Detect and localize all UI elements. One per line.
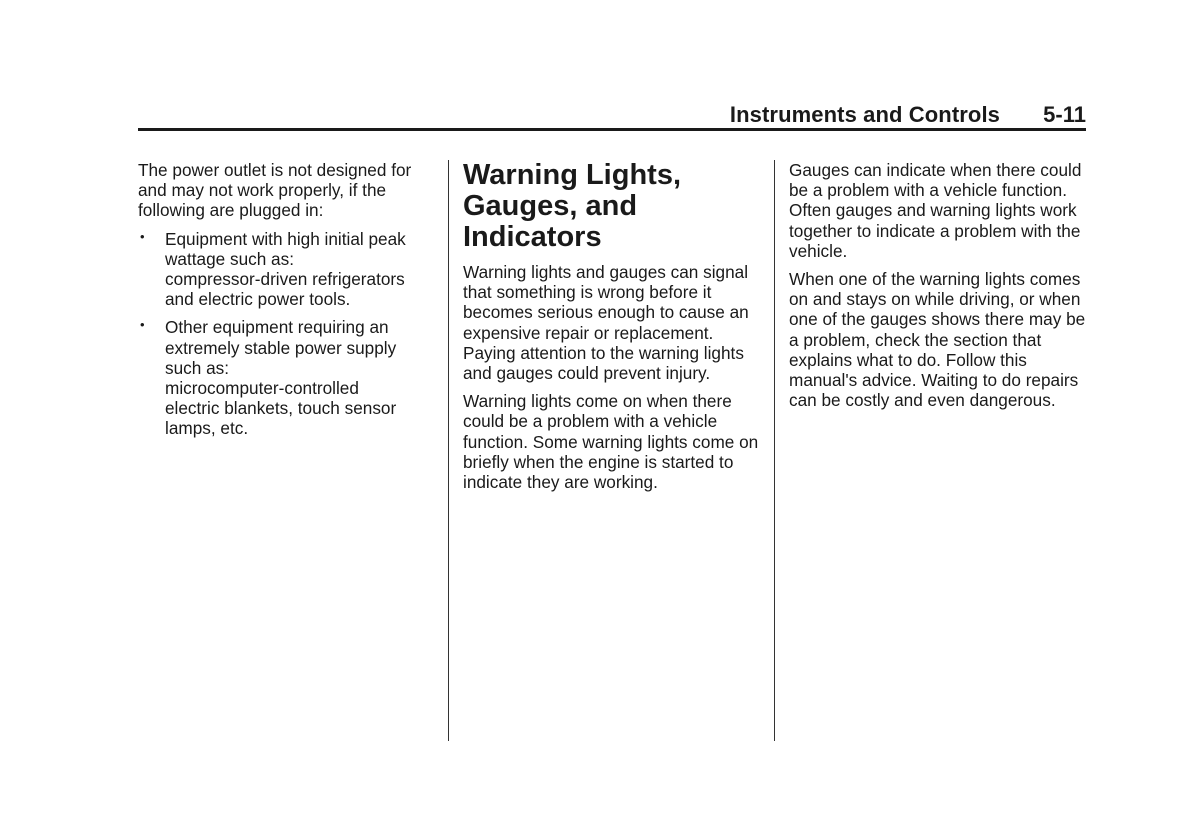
bullet-line: Equipment with high initial peak (165, 228, 406, 249)
bullet-line: extremely stable power supply (165, 337, 397, 358)
column-middle (463, 160, 763, 500)
column-divider-left (448, 160, 449, 741)
body-paragraph: Warning lights come on when there could be a problem with a vehicle function. Some warning lights come on briefly when the engine is started to indicate they are working. (463, 391, 759, 493)
column-left (138, 160, 438, 447)
bullet-line: Other equipment requiring an (165, 317, 389, 338)
bullet-line: wattage such as: (165, 248, 294, 269)
body-paragraph: Warning lights and gauges can signal that something is wrong before it becomes serious enough to cause an expensive repair or replacement. Paying attention to the warning lights and gauges could prevent injury. (463, 262, 749, 384)
page-header (138, 100, 1086, 128)
body-paragraph: Gauges can indicate when there could be a problem with a vehicle function. Often gauges and warning lights work together to indicate a problem with the vehicle. (789, 160, 1082, 261)
list-item (138, 229, 438, 310)
column-divider-right (774, 160, 775, 741)
bullet-line: lamps, etc. (165, 418, 249, 439)
section-title: Instruments and Controls (729, 102, 1000, 127)
bullet-line: such as: (165, 357, 230, 378)
heading-line: Warning Lights, (463, 159, 682, 191)
bullet-line: compressor-driven refrigerators (165, 269, 405, 290)
bullet-list (138, 229, 438, 439)
bullet-line: electric blankets, touch sensor (165, 398, 397, 419)
section-heading (463, 160, 763, 253)
heading-line: Gauges, and (463, 190, 638, 222)
header-rule (138, 128, 1086, 131)
bullet-line: microcomputer-controlled (165, 378, 359, 399)
column-right (789, 160, 1089, 418)
heading-line: Indicators (463, 221, 602, 253)
bullet-icon: • (140, 228, 145, 244)
page-number: 5-11 (1043, 102, 1086, 127)
list-item (138, 317, 438, 438)
bullet-icon: • (140, 317, 145, 333)
bullet-line: and electric power tools. (165, 289, 351, 310)
body-paragraph: When one of the warning lights comes on and stays on while driving, or when one of the gauges shows there may be a problem, check the section that explains what to do. Follow this manual's advice. Waiting to do repairs can be costly and even dangerous. (789, 269, 1086, 411)
intro-paragraph: The power outlet is not designed for and may not work properly, if the following are plugged in: (138, 160, 412, 221)
